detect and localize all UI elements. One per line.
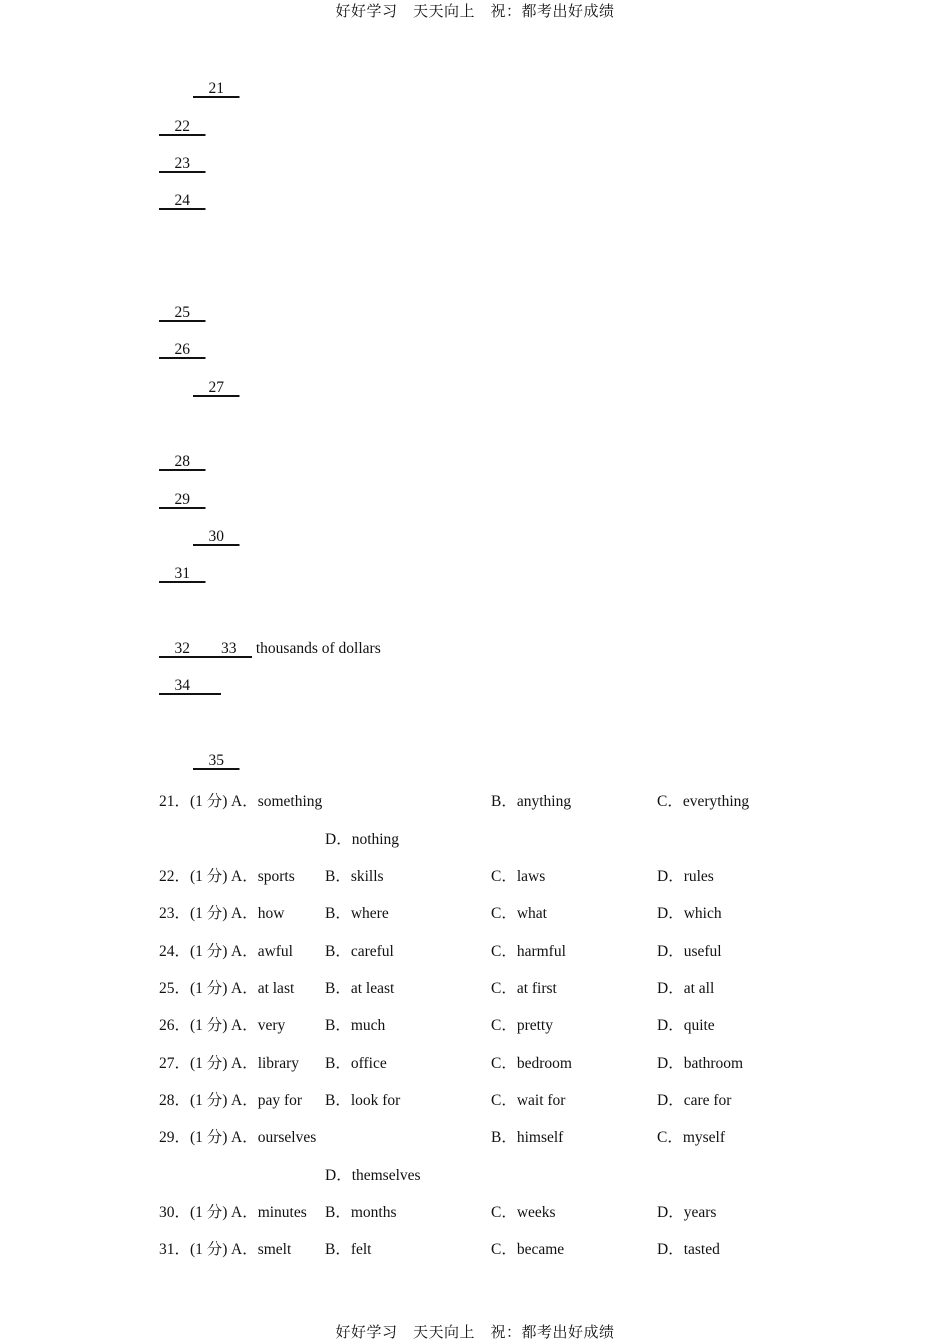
option-c: C．weeks <box>491 1204 556 1221</box>
passage-line <box>159 341 206 359</box>
answer-blank: 24 <box>159 192 206 209</box>
option-c: C．wait for <box>491 1092 566 1109</box>
answer-blank: 28 <box>159 453 206 470</box>
passage-line <box>159 677 221 695</box>
option-a: A．minutes <box>231 1204 307 1221</box>
answer-blank: 29 <box>159 491 206 508</box>
option-b: B．anything <box>491 793 572 810</box>
option-d: D．care for <box>657 1092 732 1109</box>
option-d: D．at all <box>657 980 715 997</box>
page-footer: 好好学习 天天向上 祝：都考出好成绩 <box>335 1323 615 1341</box>
option-c: C．what <box>491 905 547 922</box>
option-c: C．pretty <box>491 1017 553 1034</box>
answer-blank: 23 <box>159 155 206 172</box>
option-b: B．office <box>325 1055 387 1072</box>
option-d: D．useful <box>657 943 722 960</box>
option-a: A．at last <box>231 980 295 997</box>
option-b: B．at least <box>325 980 395 997</box>
option-a: A．very <box>231 1017 286 1034</box>
question-number: 26．(1 分) <box>159 1017 228 1034</box>
question-number: 24．(1 分) <box>159 943 228 960</box>
option-d: D．bathroom <box>657 1055 744 1072</box>
option-b: B．where <box>325 905 389 922</box>
passage-line <box>193 379 240 397</box>
passage-line <box>159 565 206 583</box>
answer-blank: 30 <box>193 528 240 545</box>
passage-line <box>193 752 240 770</box>
option-a: A．ourselves <box>231 1129 317 1146</box>
blank-tail <box>206 677 222 695</box>
passage-line <box>159 155 206 173</box>
page-header: 好好学习 天天向上 祝：都考出好成绩 <box>335 2 615 20</box>
option-c: C．at first <box>491 980 557 997</box>
option-a: A．sports <box>231 868 295 885</box>
question-number: 25．(1 分) <box>159 980 228 997</box>
option-b: B．felt <box>325 1241 372 1258</box>
option-a: A．awful <box>231 943 293 960</box>
passage-line <box>159 640 381 658</box>
answer-blank: 21 <box>193 80 240 97</box>
question-number: 29．(1 分) <box>159 1129 228 1146</box>
passage-line <box>193 80 240 98</box>
question-number: 21．(1 分) <box>159 793 228 810</box>
answer-blank: 34 <box>159 677 206 694</box>
passage-line <box>159 453 206 471</box>
option-d: D．quite <box>657 1017 715 1034</box>
passage-line <box>159 304 206 322</box>
option-b: B．much <box>325 1017 386 1034</box>
passage-line <box>159 118 206 136</box>
option-b: B．skills <box>325 868 384 885</box>
answer-blank: 32 <box>159 640 206 657</box>
option-d: D．rules <box>657 868 714 885</box>
answer-blank: 26 <box>159 341 206 358</box>
option-d: D．years <box>657 1204 717 1221</box>
answer-blank: 35 <box>193 752 240 769</box>
answer-blank: 22 <box>159 118 206 135</box>
answer-blank: 27 <box>193 379 240 396</box>
option-a: A．pay for <box>231 1092 303 1109</box>
passage-line <box>159 192 206 210</box>
option-d: D．themselves <box>325 1167 421 1184</box>
option-a: A．smelt <box>231 1241 292 1258</box>
passage-line <box>193 528 240 546</box>
option-c: C．harmful <box>491 943 566 960</box>
option-c: C．bedroom <box>491 1055 572 1072</box>
option-c: C．everything <box>657 793 750 810</box>
option-a: A．how <box>231 905 285 922</box>
option-b: B．careful <box>325 943 394 960</box>
question-number: 31．(1 分) <box>159 1241 228 1258</box>
question-number: 30．(1 分) <box>159 1204 228 1221</box>
question-number: 23．(1 分) <box>159 905 228 922</box>
option-b: B．look for <box>325 1092 401 1109</box>
option-a: A．something <box>231 793 323 810</box>
question-number: 28．(1 分) <box>159 1092 228 1109</box>
option-c: C．laws <box>491 868 546 885</box>
passage-line <box>159 491 206 509</box>
option-b: B．himself <box>491 1129 564 1146</box>
answer-blank: 31 <box>159 565 206 582</box>
answer-blank: 33 <box>205 640 252 657</box>
option-d: D．which <box>657 905 722 922</box>
question-number: 27．(1 分) <box>159 1055 228 1072</box>
answer-blank: 25 <box>159 304 206 321</box>
option-b: B．months <box>325 1204 397 1221</box>
option-d: D．nothing <box>325 831 400 848</box>
option-a: A．library <box>231 1055 300 1072</box>
option-c: C．became <box>491 1241 565 1258</box>
option-c: C．myself <box>657 1129 726 1146</box>
passage-text: thousands of dollars <box>252 640 381 657</box>
question-number: 22．(1 分) <box>159 868 228 885</box>
option-d: D．tasted <box>657 1241 720 1258</box>
